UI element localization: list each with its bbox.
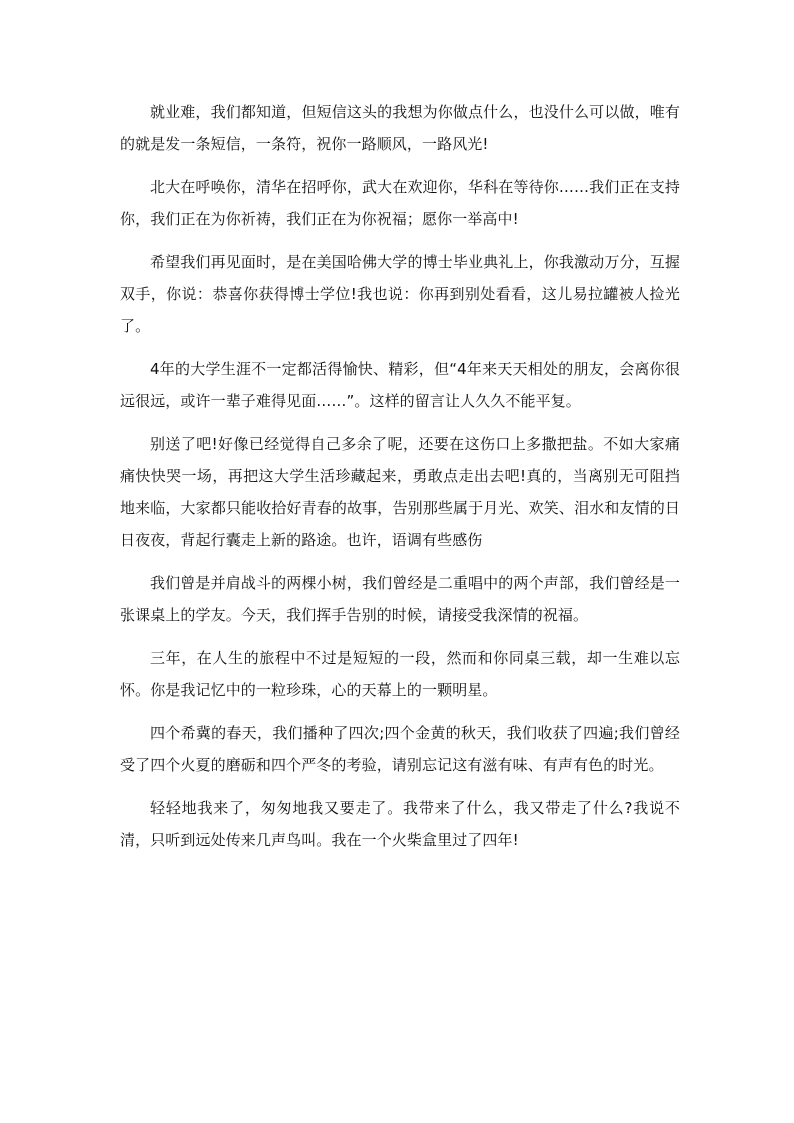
paragraph: 就业难，我们都知道，但短信这头的我想为你做点什么，也没什么可以做，唯有的就是发一条短信，一条符，祝你一路顺风，一路风光! <box>120 103 680 153</box>
paragraph: 4年的大学生涯不一定都活得愉快、精彩，但“4年来天天相处的朋友，会离你很远很远，或许一辈子难得见面……”。这样的留言让人久久不能平复。 <box>120 360 680 410</box>
paragraph: 三年，在人生的旅程中不过是短短的一段，然而和你同桌三载，却一生难以忘怀。你是我记忆中的一粒珍珠，心的天幕上的一颗明星。 <box>120 649 680 699</box>
paragraph: 北大在呼唤你，清华在招呼你，武大在欢迎你，华科在等待你……我们正在支持你，我们正在为你祈祷，我们正在为你祝福；愿你一举高中! <box>120 178 680 228</box>
paragraph: 别送了吧!好像已经觉得自己多余了呢，还要在这伤口上多撒把盐。不如大家痛痛快快哭一场，再把这大学生活珍藏起来，勇敢点走出去吧!真的，当离别无可阻挡地来临，大家都只能收拾好青春的故事，告别那些属于月光、欢笑、泪水和友情的日日夜夜，背起行囊走上新的路途。也许，语调有些感伤 <box>120 435 680 549</box>
paragraph: 希望我们再见面时，是在美国哈佛大学的博士毕业典礼上，你我激动万分，互握双手，你说：恭喜你获得博士学位!我也说：你再到别处看看，这儿易拉罐被人捡光了。 <box>120 253 680 335</box>
paragraph: 轻轻地我来了，匆匆地我又要走了。我带来了什么，我又带走了什么?我说不清，只听到远处传来几声鸟叫。我在一个火柴盒里过了四年! <box>120 799 680 849</box>
document-body <box>120 96 680 867</box>
paragraph: 我们曾是并肩战斗的两棵小树，我们曾经是二重唱中的两个声部，我们曾经是一张课桌上的学友。今天，我们挥手告别的时候，请接受我深情的祝福。 <box>120 574 680 624</box>
paragraph: 四个希冀的春天，我们播种了四次;四个金黄的秋天，我们收获了四遍;我们曾经受了四个火夏的磨砺和四个严冬的考验，请别忘记这有滋有味、有声有色的时光。 <box>120 724 680 774</box>
